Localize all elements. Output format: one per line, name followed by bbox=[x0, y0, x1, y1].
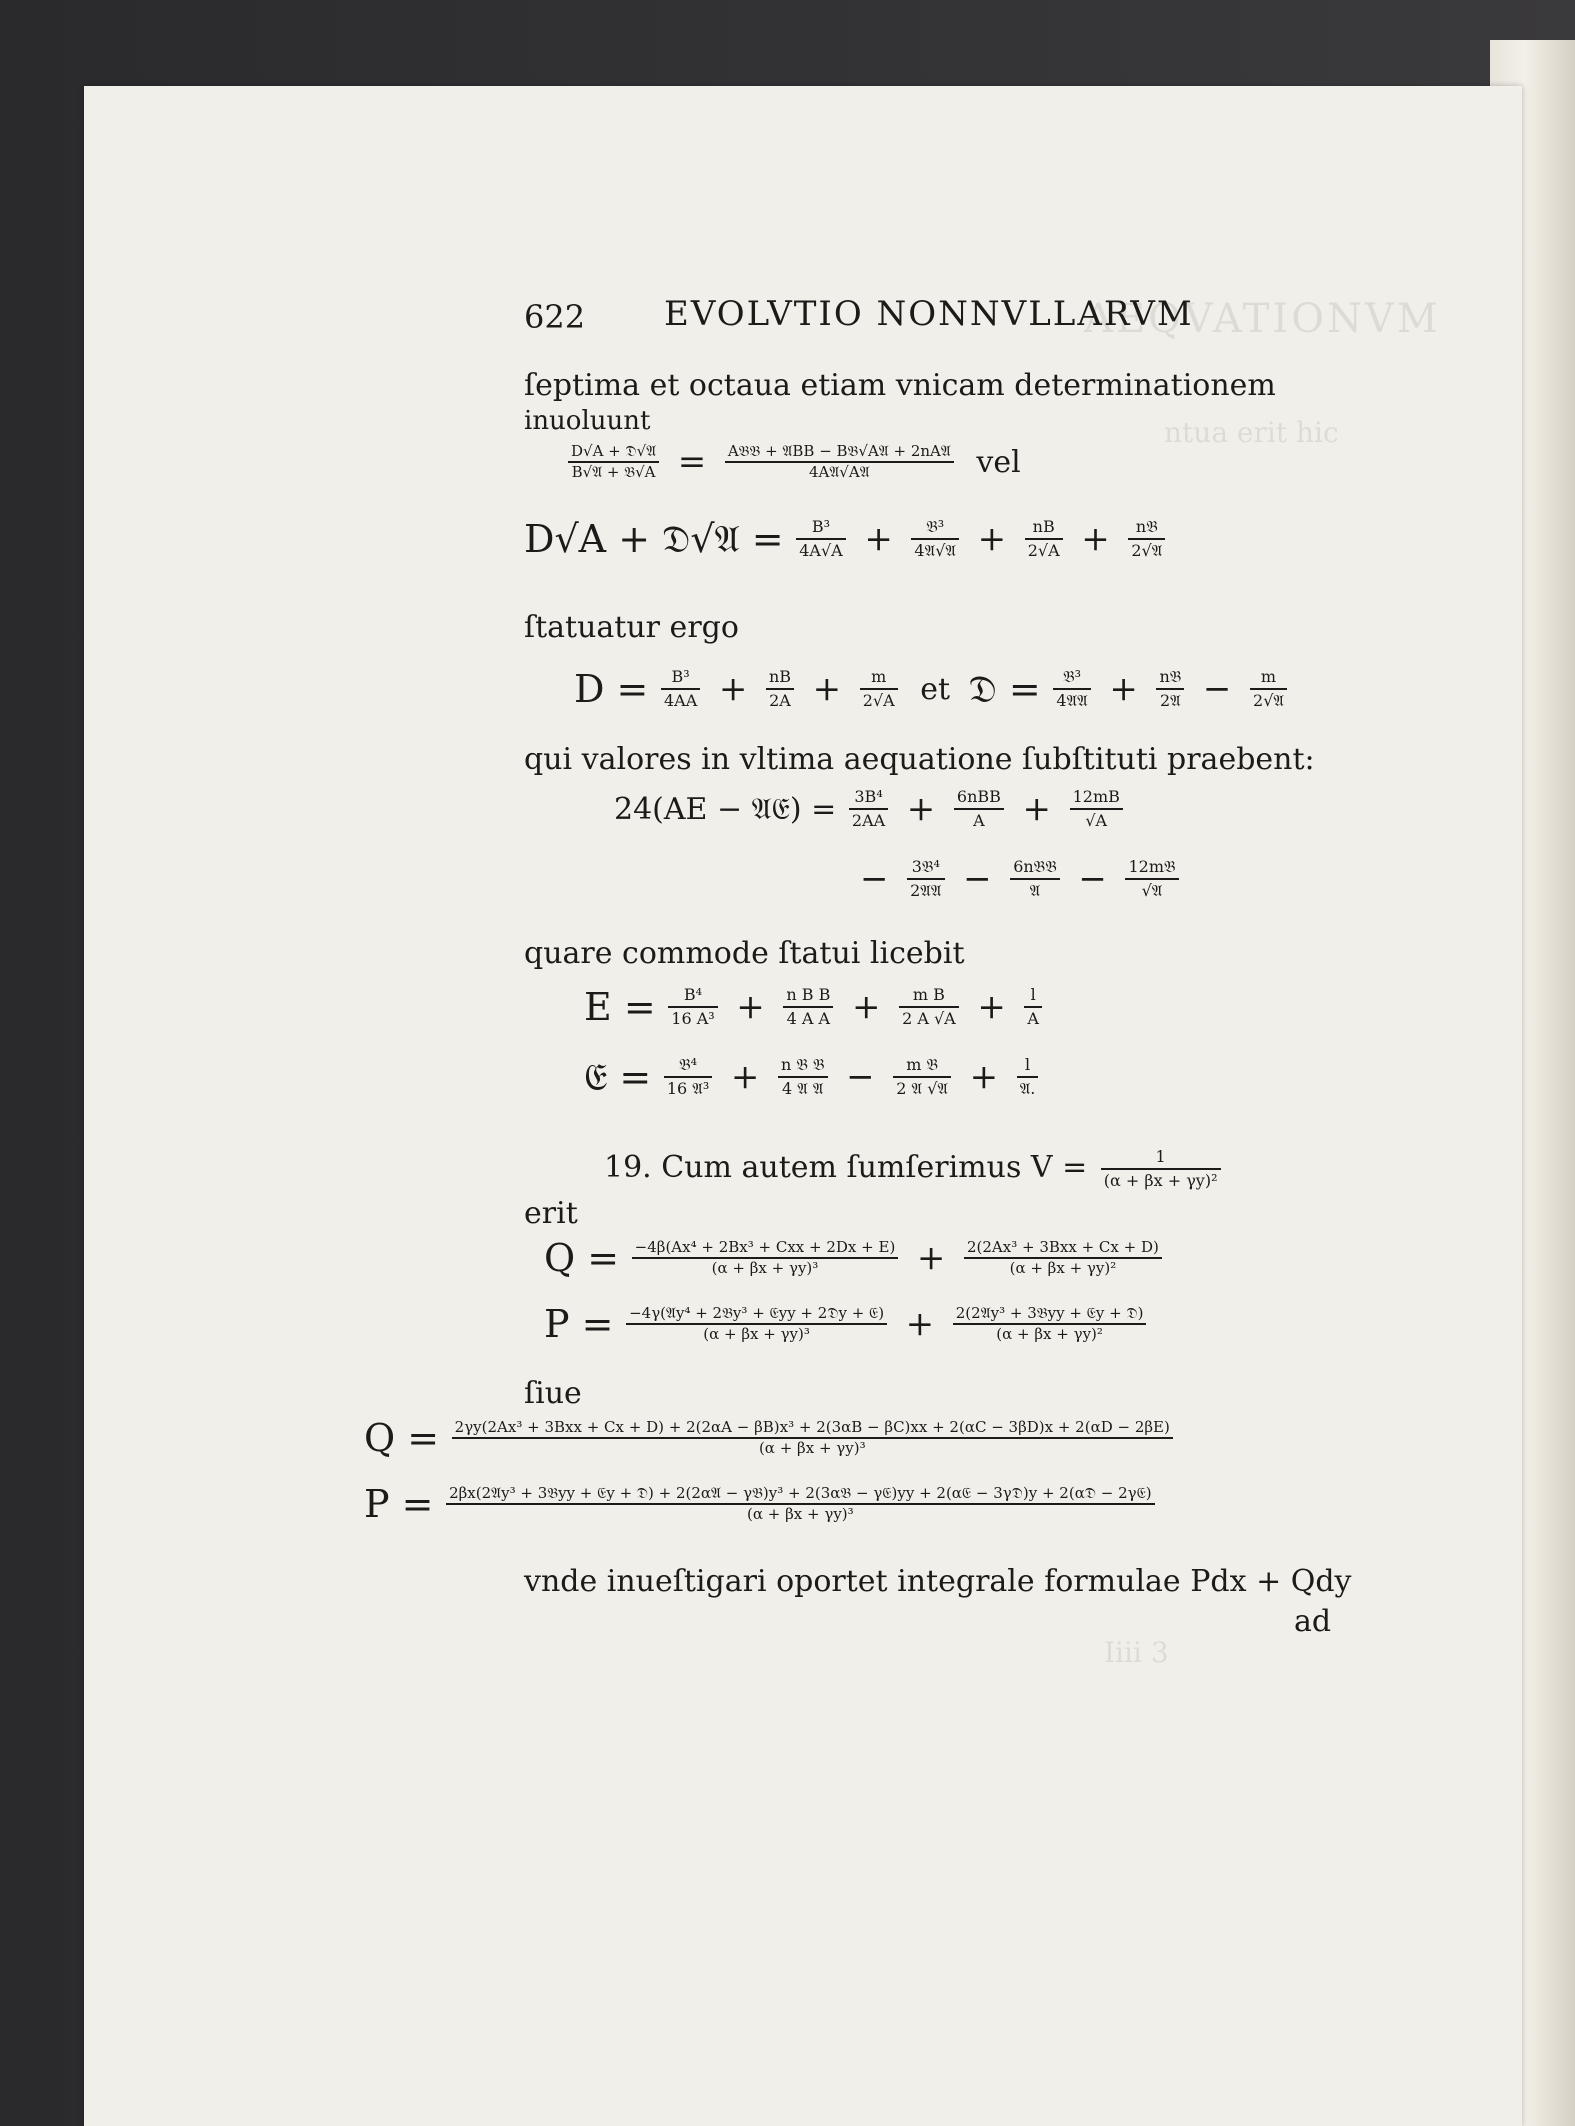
fraction bbox=[1250, 666, 1287, 712]
equation-lhs: P = bbox=[364, 1482, 434, 1526]
denominator: 2AA bbox=[851, 811, 886, 830]
denominator: 4𝔄√𝔄 bbox=[914, 541, 957, 560]
fraction bbox=[954, 786, 1004, 832]
numerator: m bbox=[1250, 666, 1287, 690]
denominator: 2 A √A bbox=[902, 1009, 956, 1028]
denominator: (α + βx + γy)² bbox=[996, 1325, 1103, 1343]
minus-sign: − bbox=[846, 1057, 875, 1097]
fraction bbox=[1101, 1146, 1221, 1192]
denominator: (α + βx + γy)³ bbox=[711, 1259, 819, 1277]
denominator: 𝔄. bbox=[1019, 1079, 1036, 1098]
fraction bbox=[1024, 984, 1042, 1030]
denominator: 4AA bbox=[663, 691, 698, 710]
numerator: 2βx(2𝔄y³ + 3𝔅yy + 𝔈y + 𝔇) + 2(2α𝔄 − γ𝔅)y³ + 2(3α𝔅 − γ𝔈)yy + 2(α𝔈 − 3γ𝔇)y + 2(α𝔇 − 2γ𝔈) bbox=[446, 1484, 1155, 1505]
numerator: B³ bbox=[661, 666, 700, 690]
denominator: 4 A A bbox=[786, 1009, 831, 1028]
denominator: 2𝔄 bbox=[1160, 691, 1181, 710]
plus-sign: + bbox=[736, 987, 765, 1027]
equation bbox=[564, 442, 1031, 482]
fraction bbox=[632, 1238, 899, 1278]
denominator: 2√𝔄 bbox=[1131, 541, 1163, 560]
fraction bbox=[778, 1054, 828, 1100]
denominator: 2√A bbox=[1027, 541, 1060, 560]
text-line: qui valores in vltima aequatione ſubſtituti praebent: bbox=[524, 742, 1315, 777]
equation-lhs: P = bbox=[544, 1302, 614, 1346]
fraction bbox=[1017, 1054, 1039, 1100]
fraction bbox=[907, 856, 944, 902]
equation-lhs: 24(AE − 𝔄𝔈) = bbox=[614, 791, 837, 827]
fraction bbox=[1125, 856, 1178, 902]
denominator: 2√A bbox=[862, 691, 895, 710]
plus-sign: + bbox=[1109, 669, 1138, 709]
numerator: 6nBB bbox=[954, 786, 1004, 810]
text-line: vnde inueſtigari oportet integrale formulae Pdx + Qdy bbox=[524, 1564, 1352, 1599]
numerator: m bbox=[860, 666, 898, 690]
numerator: n B B bbox=[783, 984, 833, 1008]
fraction bbox=[911, 516, 959, 562]
equation bbox=[364, 1416, 1177, 1460]
equation bbox=[614, 786, 1127, 832]
fraction bbox=[783, 984, 833, 1030]
equation-lhs: Q = bbox=[544, 1236, 620, 1280]
text-line: inuoluunt bbox=[524, 406, 651, 436]
plus-sign: + bbox=[906, 789, 936, 829]
text-line: erit bbox=[524, 1196, 578, 1231]
equation bbox=[544, 1236, 1166, 1280]
fraction bbox=[893, 1054, 951, 1100]
equals-sign: = bbox=[677, 442, 707, 482]
denominator: (α + βx + γy)³ bbox=[758, 1439, 866, 1457]
plus-sign: + bbox=[812, 669, 842, 709]
numerator: D√A + 𝔇√𝔄 bbox=[568, 442, 659, 463]
text-line: ſeptima et octaua etiam vnicam determinationem bbox=[524, 368, 1276, 403]
fraction bbox=[1010, 856, 1060, 902]
numerator: 3B⁴ bbox=[849, 786, 888, 810]
equation bbox=[584, 984, 1046, 1030]
numerator: 2(2Ax³ + 3Bxx + Cx + D) bbox=[964, 1238, 1162, 1259]
numerator: 12m𝔅 bbox=[1125, 856, 1178, 880]
equation-lhs: 𝔇 = bbox=[968, 666, 1041, 711]
numerator: −4γ(𝔄y⁴ + 2𝔅y³ + 𝔈yy + 2𝔇y + 𝔈) bbox=[626, 1304, 887, 1325]
fraction bbox=[1128, 516, 1165, 562]
denominator: √A bbox=[1085, 811, 1108, 830]
equation bbox=[584, 1054, 1042, 1100]
plus-sign: + bbox=[718, 669, 748, 709]
minus-sign: − bbox=[1202, 669, 1232, 709]
fraction bbox=[860, 666, 898, 712]
fraction bbox=[446, 1484, 1155, 1524]
numerator: −4β(Ax⁴ + 2Bx³ + Cxx + 2Dx + E) bbox=[632, 1238, 899, 1259]
equation bbox=[364, 1482, 1159, 1526]
equation-lhs: D = bbox=[574, 667, 649, 711]
denominator: B√𝔄 + 𝔅√A bbox=[571, 463, 656, 481]
numerator: m B bbox=[899, 984, 959, 1008]
denominator: (α + βx + γy)² bbox=[1103, 1171, 1218, 1190]
plus-sign: + bbox=[851, 987, 881, 1027]
text-line: ſtatuatur ergo bbox=[524, 610, 739, 645]
book-page bbox=[84, 86, 1522, 2126]
numerator: 3𝔅⁴ bbox=[907, 856, 944, 880]
equation-lhs: 𝔈 = bbox=[584, 1054, 652, 1099]
numerator: 𝔅⁴ bbox=[664, 1054, 712, 1078]
plus-sign: + bbox=[730, 1057, 760, 1097]
equation-lhs: Q = bbox=[364, 1416, 440, 1460]
equation bbox=[574, 666, 1291, 712]
plus-sign: + bbox=[977, 987, 1006, 1027]
numerator: 𝔅³ bbox=[1053, 666, 1090, 690]
numerator: l bbox=[1017, 1054, 1039, 1078]
equation bbox=[854, 856, 1183, 902]
denominator: A bbox=[973, 811, 985, 830]
conjunction: vel bbox=[976, 444, 1021, 480]
denominator: 2 𝔄 √𝔄 bbox=[896, 1079, 949, 1098]
fraction bbox=[668, 984, 717, 1030]
plus-sign: + bbox=[969, 1057, 999, 1097]
numerator: 2γy(2Ax³ + 3Bxx + Cx + D) + 2(2αA − βB)x³ + 2(3αB − βC)xx + 2(αC − 3βD)x + 2(αD − 2βE) bbox=[452, 1418, 1173, 1439]
page-number: 622 bbox=[524, 298, 586, 336]
text-line: quare commode ſtatui licebit bbox=[524, 936, 965, 971]
numerator: m 𝔅 bbox=[893, 1054, 951, 1078]
numerator: 1 bbox=[1101, 1146, 1221, 1170]
conjunction: et bbox=[920, 671, 951, 707]
plus-sign: + bbox=[1022, 789, 1051, 829]
numerator: A𝔅𝔅 + 𝔄BB − B𝔅√A𝔄 + 2nA𝔄 bbox=[725, 442, 954, 463]
fraction bbox=[452, 1418, 1173, 1458]
numerator: nB bbox=[1025, 516, 1063, 540]
numerator: B³ bbox=[796, 516, 845, 540]
denominator: 16 𝔄³ bbox=[666, 1079, 710, 1098]
numerator: n 𝔅 𝔅 bbox=[778, 1054, 828, 1078]
plus-sign: + bbox=[977, 519, 1007, 559]
plus-sign: + bbox=[916, 1238, 946, 1278]
fraction bbox=[964, 1238, 1162, 1278]
minus-sign: − bbox=[963, 859, 992, 899]
fraction bbox=[661, 666, 700, 712]
denominator: 4𝔄𝔄 bbox=[1056, 691, 1088, 710]
bleed-through-title: AEQVATIONVM bbox=[1084, 296, 1441, 342]
plus-sign: + bbox=[905, 1304, 935, 1344]
fraction bbox=[1025, 516, 1063, 562]
numerator: 12mB bbox=[1070, 786, 1123, 810]
fraction bbox=[664, 1054, 712, 1100]
plus-sign: + bbox=[864, 519, 893, 559]
minus-sign: − bbox=[860, 859, 889, 899]
fraction bbox=[899, 984, 959, 1030]
fraction bbox=[626, 1304, 887, 1344]
denominator: A bbox=[1027, 1009, 1039, 1028]
equation bbox=[544, 1302, 1150, 1346]
denominator: 4A𝔄√A𝔄 bbox=[808, 463, 870, 481]
numerator: B⁴ bbox=[668, 984, 717, 1008]
equation-lhs: D√A + 𝔇√𝔄 = bbox=[524, 516, 784, 561]
denominator: 4 𝔄 𝔄 bbox=[781, 1079, 824, 1098]
denominator: 4A√A bbox=[799, 541, 843, 560]
denominator: (α + βx + γy)² bbox=[1009, 1259, 1117, 1277]
denominator: 2√𝔄 bbox=[1253, 691, 1284, 710]
equation bbox=[524, 516, 1169, 562]
fraction bbox=[796, 516, 845, 562]
denominator: 2A bbox=[769, 691, 791, 710]
text-line: ſiue bbox=[524, 1376, 582, 1411]
fraction bbox=[1156, 666, 1184, 712]
bleed-through-footer: Iiii 3 bbox=[1104, 1636, 1169, 1669]
plus-sign: + bbox=[1081, 519, 1110, 559]
fraction bbox=[766, 666, 794, 712]
section-text: 19. Cum autem ſumſerimus V = bbox=[604, 1150, 1088, 1185]
fraction bbox=[953, 1304, 1147, 1344]
running-title: EVOLVTIO NONNVLLARVM bbox=[664, 294, 1194, 334]
fraction bbox=[568, 442, 659, 482]
catchword: ad bbox=[1294, 1604, 1332, 1639]
denominator: (α + βx + γy)³ bbox=[747, 1505, 854, 1523]
denominator: √𝔄 bbox=[1141, 881, 1163, 900]
denominator: (α + βx + γy)³ bbox=[703, 1325, 810, 1343]
numerator: 6n𝔅𝔅 bbox=[1010, 856, 1060, 880]
fraction bbox=[849, 786, 888, 832]
numerator: 𝔅³ bbox=[911, 516, 959, 540]
numerator: l bbox=[1024, 984, 1042, 1008]
fraction bbox=[1070, 786, 1123, 832]
minus-sign: − bbox=[1078, 859, 1107, 899]
numerator: 2(2𝔄y³ + 3𝔅yy + 𝔈y + 𝔇) bbox=[953, 1304, 1147, 1325]
bleed-through-line: ntua erit hic bbox=[1164, 416, 1339, 449]
fraction bbox=[1053, 666, 1090, 712]
equation-lhs: E = bbox=[584, 985, 656, 1029]
denominator: 16 A³ bbox=[671, 1009, 715, 1028]
numerator: n𝔅 bbox=[1128, 516, 1165, 540]
numerator: nB bbox=[766, 666, 794, 690]
numerator: n𝔅 bbox=[1156, 666, 1184, 690]
fraction bbox=[725, 442, 954, 482]
denominator: 2𝔄𝔄 bbox=[910, 881, 942, 900]
section-line bbox=[604, 1146, 1225, 1192]
denominator: 𝔄 bbox=[1029, 881, 1041, 900]
